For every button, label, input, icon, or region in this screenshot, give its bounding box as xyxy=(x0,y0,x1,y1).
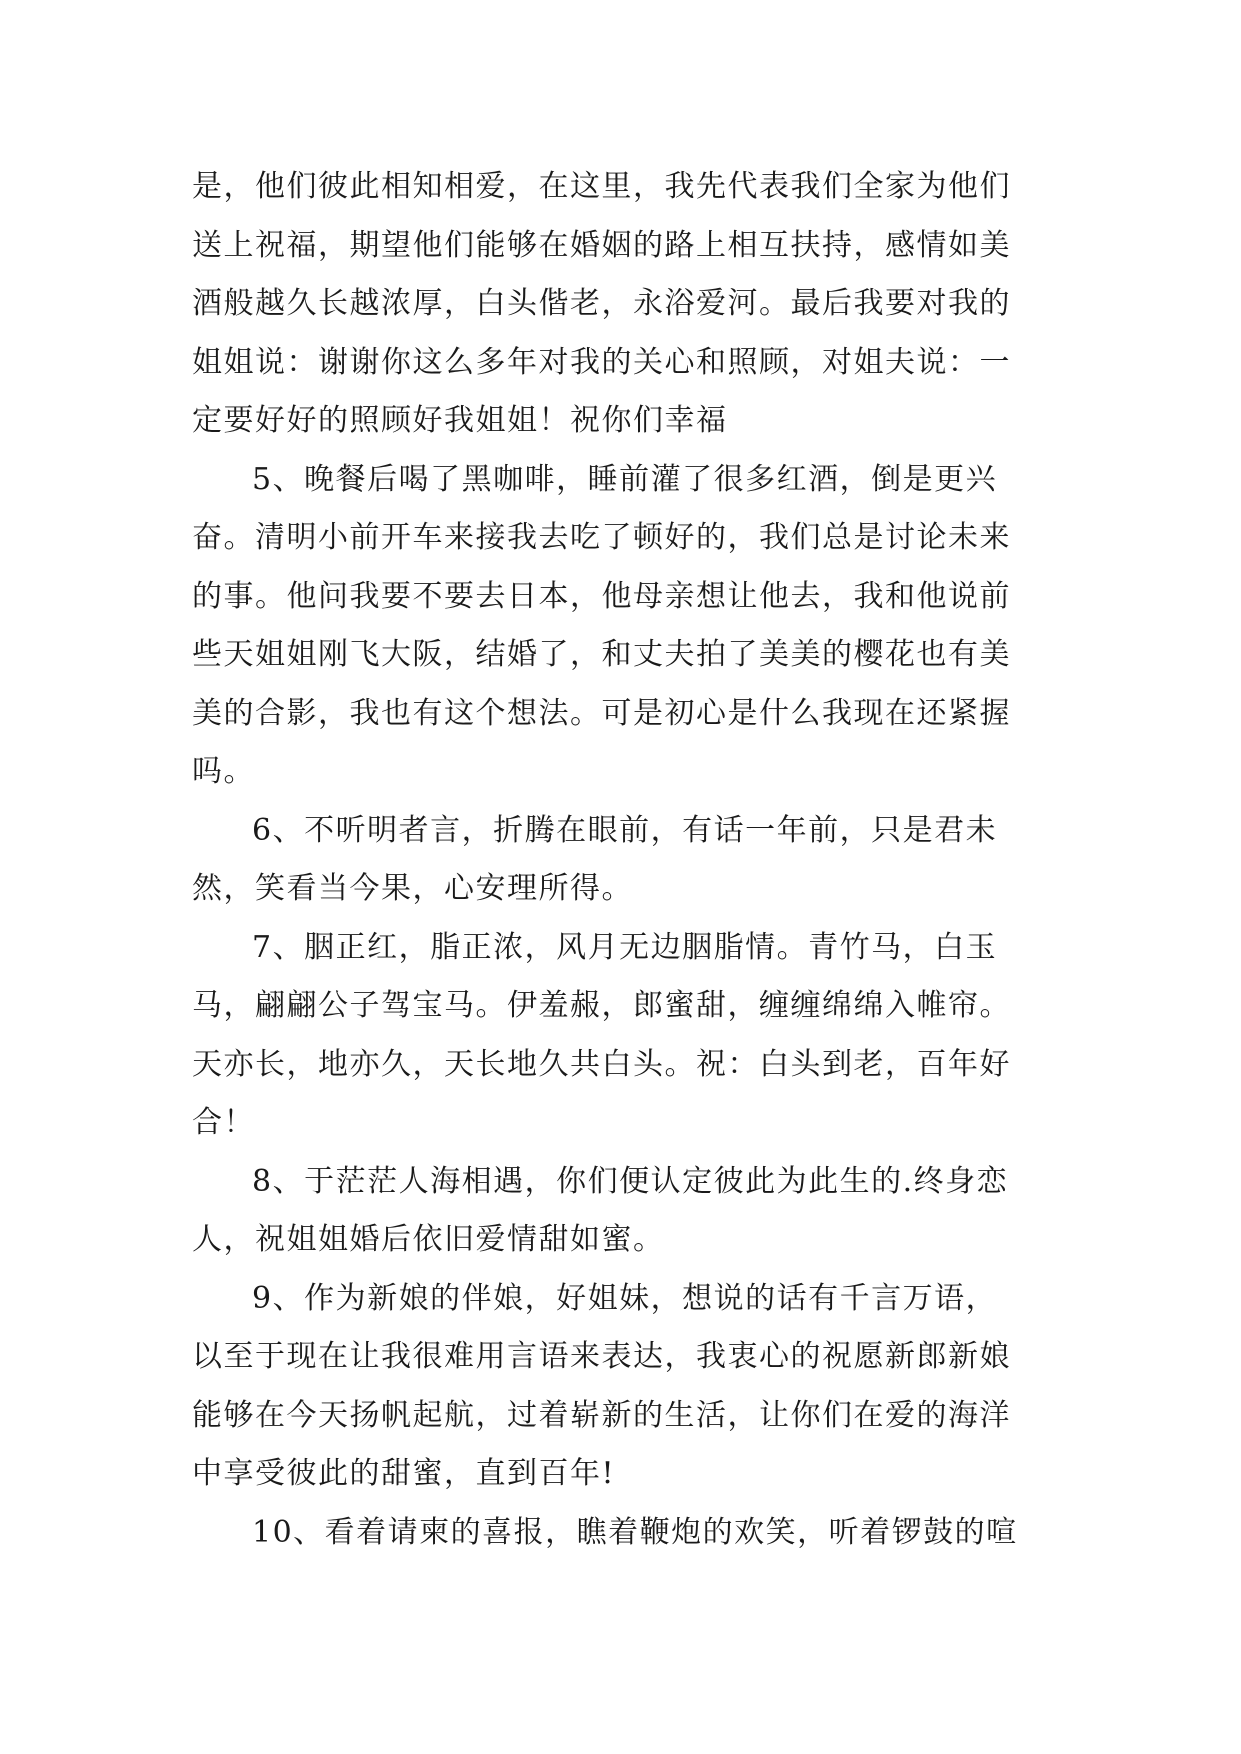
text-line: 中享受彼此的甜蜜，直到百年! xyxy=(192,1456,616,1491)
text-line: 然，笑看当今果，心安理所得。 xyxy=(192,871,633,906)
text-line: 姐姐说：谢谢你这么多年对我的关心和照顾，对姐夫说：一 xyxy=(192,344,1011,380)
text-line: 的事。他问我要不要去日本，他母亲想让他去，我和他说前 xyxy=(192,578,1011,614)
text-line: 定要好好的照顾好我姐姐！祝你们幸福 xyxy=(192,403,728,438)
text-line: 些天姐姐刚飞大阪，结婚了，和丈夫拍了美美的樱花也有美 xyxy=(192,637,1011,672)
text-line: 合！ xyxy=(192,1105,255,1140)
document-body xyxy=(192,158,1052,1562)
paragraph xyxy=(192,919,1052,1153)
paragraph xyxy=(192,451,1052,802)
text-line: 5、晚餐后喝了黑咖啡，睡前灌了很多红酒，倒是更兴 xyxy=(252,461,998,497)
text-line: 天亦长，地亦久，天长地久共白头。祝：白头到老，百年好 xyxy=(192,1046,1011,1082)
text-line: 人，祝姐姐婚后依旧爱情甜如蜜。 xyxy=(192,1222,665,1257)
paragraph xyxy=(192,158,1052,451)
paragraph xyxy=(192,1153,1052,1270)
text-line: 马，翩翩公子驾宝马。伊羞赧，郎蜜甜，缠缠绵绵入帷帘。 xyxy=(192,988,1011,1023)
text-line: 送上祝福，期望他们能够在婚姻的路上相互扶持，感情如美 xyxy=(192,227,1011,263)
paragraph xyxy=(192,802,1052,919)
text-line: 是，他们彼此相知相爱，在这里，我先代表我们全家为他们 xyxy=(192,169,1011,204)
text-line: 8、于茫茫人海相遇，你们便认定彼此为此生的.终身恋 xyxy=(252,1163,1009,1199)
text-line: 美的合影，我也有这个想法。可是初心是什么我现在还紧握 xyxy=(192,695,1011,731)
text-line: 以至于现在让我很难用言语来表达，我衷心的祝愿新郎新娘 xyxy=(192,1339,1011,1374)
text-line: 酒般越久长越浓厚，白头偕老，永浴爱河。最后我要对我的 xyxy=(192,286,1011,321)
text-line: 6、不听明者言，折腾在眼前，有话一年前，只是君未 xyxy=(252,812,998,848)
text-line: 能够在今天扬帆起航，过着崭新的生活，让你们在爱的海洋 xyxy=(192,1397,1011,1433)
text-line: 奋。清明小前开车来接我去吃了顿好的，我们总是讨论未来 xyxy=(192,520,1011,555)
text-line: 7、胭正红，脂正浓，风月无边胭脂情。青竹马，白玉 xyxy=(252,929,998,965)
text-line: 10、看着请柬的喜报，瞧着鞭炮的欢笑，听着锣鼓的喧 xyxy=(252,1514,1018,1550)
text-line: 吗。 xyxy=(192,754,255,789)
paragraph xyxy=(192,1504,1052,1563)
paragraph xyxy=(192,1270,1052,1504)
text-line: 9、作为新娘的伴娘，好姐妹，想说的话有千言万语， xyxy=(252,1280,998,1316)
